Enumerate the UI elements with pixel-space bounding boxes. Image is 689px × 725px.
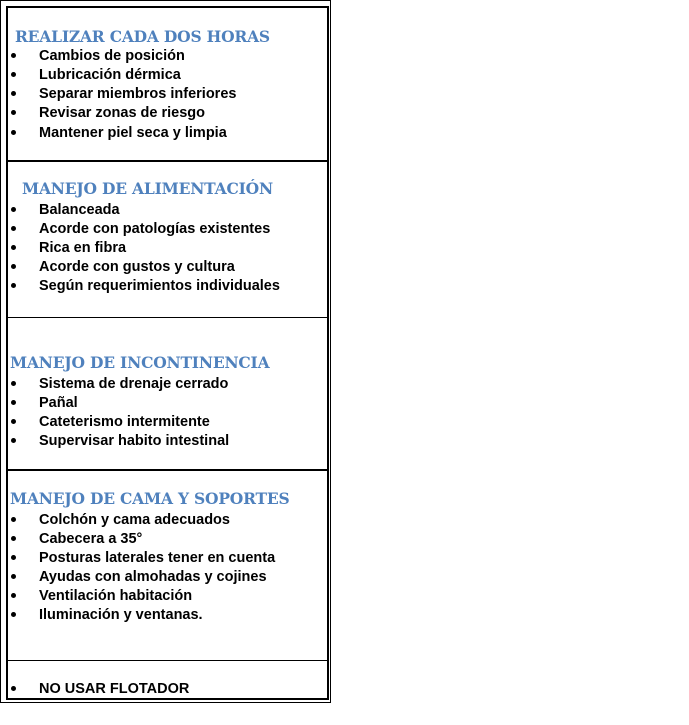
document-frame xyxy=(0,0,331,703)
list-item xyxy=(8,47,327,66)
section-manejo-de-incontinencia xyxy=(8,317,327,469)
list-item xyxy=(8,680,327,699)
list-item-text: Supervisar habito intestinal xyxy=(39,433,230,449)
list-item xyxy=(8,413,327,432)
bullet-icon xyxy=(11,207,16,212)
bullet-icon xyxy=(11,91,16,96)
bullet-icon xyxy=(11,283,16,288)
bullet-icon xyxy=(11,536,16,541)
section-manejo-de-alimentacion xyxy=(8,160,327,317)
list-item xyxy=(8,530,327,549)
list-item-text: Cateterismo intermitente xyxy=(39,414,210,430)
list-item xyxy=(8,104,327,123)
list-item xyxy=(8,511,327,530)
bullet-icon xyxy=(11,245,16,250)
list-item-text: Mantener piel seca y limpia xyxy=(39,125,227,141)
list-item xyxy=(8,375,327,394)
list-item xyxy=(8,549,327,568)
bullet-icon xyxy=(11,381,16,386)
bullet-icon xyxy=(11,130,16,135)
list-item-text: Ventilación habitación xyxy=(39,588,193,604)
list-item-text: NO USAR FLOTADOR xyxy=(39,681,190,697)
bullet-icon xyxy=(11,593,16,598)
list-item xyxy=(8,606,327,625)
list-item-text: Lubricación dérmica xyxy=(39,67,181,83)
list-item-text: Posturas laterales tener en cuenta xyxy=(39,550,276,566)
list-item-text: Iluminación y ventanas. xyxy=(39,607,203,623)
list-item xyxy=(8,239,327,258)
section-manejo-de-cama-y-soportes xyxy=(8,469,327,660)
bullet-icon xyxy=(11,53,16,58)
bullet-icon xyxy=(11,438,16,443)
list-item-text: Acorde con gustos y cultura xyxy=(39,259,235,275)
bullet-icon xyxy=(11,226,16,231)
list-item-text: Colchón y cama adecuados xyxy=(39,512,230,528)
list-item xyxy=(8,258,327,277)
list-item-text: Cambios de posición xyxy=(39,48,185,64)
list-item-text: Sistema de drenaje cerrado xyxy=(39,376,229,392)
list-item-text: Cabecera a 35° xyxy=(39,531,143,547)
bullet-icon xyxy=(11,419,16,424)
list-item xyxy=(8,587,327,606)
bullet-icon xyxy=(11,574,16,579)
section-no-usar-flotador xyxy=(8,660,327,698)
section-heading: MANEJO DE ALIMENTACIÓN xyxy=(22,179,273,198)
bullet-icon xyxy=(11,612,16,617)
list-item xyxy=(8,66,327,85)
list-item-text: Pañal xyxy=(39,395,78,411)
content-table xyxy=(6,6,329,700)
bullet-icon xyxy=(11,110,16,115)
section-heading: MANEJO DE CAMA Y SOPORTES xyxy=(10,489,290,508)
list-item xyxy=(8,394,327,413)
bullet-icon xyxy=(11,264,16,269)
list-item-text: Rica en fibra xyxy=(39,240,127,256)
bullet-icon xyxy=(11,400,16,405)
bullet-icon xyxy=(11,555,16,560)
list-item xyxy=(8,85,327,104)
list-item xyxy=(8,432,327,451)
list-item xyxy=(8,124,327,143)
bullet-icon xyxy=(11,686,16,691)
bullet-icon xyxy=(11,517,16,522)
list-item xyxy=(8,277,327,296)
list-item-text: Separar miembros inferiores xyxy=(39,86,237,102)
list-item xyxy=(8,201,327,220)
bullet-icon xyxy=(11,72,16,77)
list-item-text: Según requerimientos individuales xyxy=(39,278,280,294)
section-heading: MANEJO DE INCONTINENCIA xyxy=(10,353,270,372)
section-heading: REALIZAR CADA DOS HORAS xyxy=(15,27,270,46)
list-item xyxy=(8,568,327,587)
list-item-text: Acorde con patologías existentes xyxy=(39,221,271,237)
section-realizar-cada-dos-horas xyxy=(8,8,327,160)
list-item-text: Balanceada xyxy=(39,202,120,218)
list-item xyxy=(8,220,327,239)
list-item-text: Ayudas con almohadas y cojines xyxy=(39,569,267,585)
list-item-text: Revisar zonas de riesgo xyxy=(39,105,206,121)
